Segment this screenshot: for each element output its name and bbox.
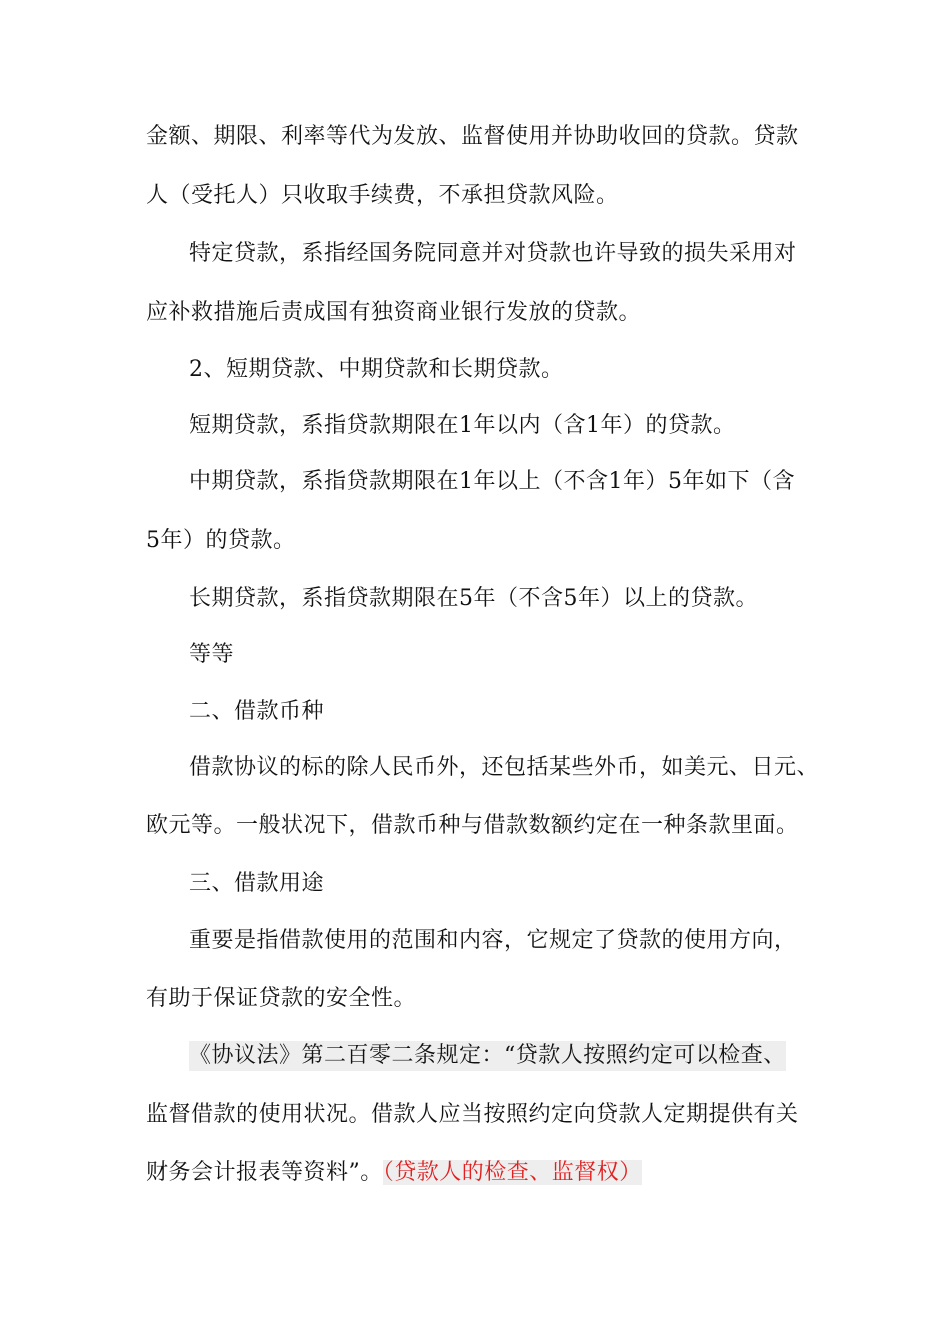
paragraph-line: 短期贷款，系指贷款期限在1年以内（含1年）的贷款。: [189, 413, 736, 438]
paragraph-line: 欧元等。一般状况下，借款币种与借款数额约定在一种条款里面。: [146, 813, 799, 838]
red-annotation: （贷款人的检查、监督权）: [382, 1160, 642, 1185]
paragraph-line: 2、短期贷款、中期贷款和长期贷款。: [189, 357, 564, 382]
paragraph-line: 监督借款的使用状况。借款人应当按照约定向贷款人定期提供有关: [146, 1102, 799, 1127]
paragraph-line: 重要是指借款使用的范围和内容，它规定了贷款的使用方向，: [189, 928, 797, 953]
quoted-line: 《协议法》第二百零二条规定：“贷款人按照约定可以检查、: [189, 1041, 786, 1071]
paragraph-line: 等等: [189, 642, 235, 667]
paragraph-line: 5年）的贷款。: [146, 528, 296, 553]
paragraph-line: 人（受托人）只收取手续费，不承担贷款风险。: [146, 183, 619, 208]
paragraph-line: [146, 1158, 642, 1188]
section-heading: 二、借款币种: [189, 699, 325, 724]
paragraph-line: 长期贷款，系指贷款期限在5年（不含5年）以上的贷款。: [189, 586, 758, 611]
paragraph-line: 特定贷款，系指经国务院同意并对贷款也许导致的损失采用对: [189, 241, 797, 266]
paragraph-line: 中期贷款，系指贷款期限在1年以上（不含1年）5年如下（含: [189, 469, 795, 494]
section-heading: 三、借款用途: [189, 871, 325, 896]
quote-end-text: 财务会计报表等资料”。: [146, 1160, 383, 1185]
paragraph-line: 应补救措施后责成国有独资商业银行发放的贷款。: [146, 300, 642, 325]
paragraph-line: 有助于保证贷款的安全性。: [146, 986, 417, 1011]
paragraph-line: 金额、期限、利率等代为发放、监督使用并协助收回的贷款。贷款: [146, 124, 799, 149]
paragraph-line: 借款协议的标的除人民币外，还包括某些外币，如美元、日元、: [189, 755, 820, 780]
